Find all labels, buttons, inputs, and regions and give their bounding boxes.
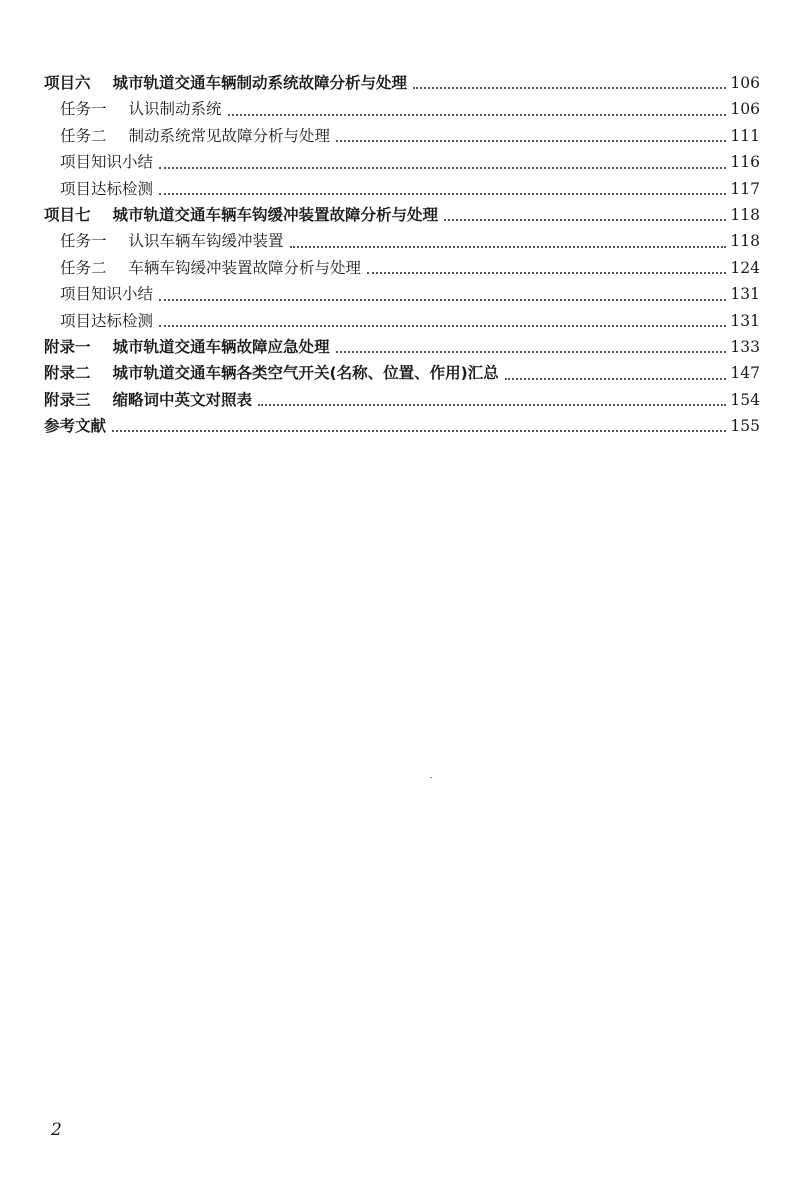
toc-entry-page: 147 xyxy=(730,364,760,383)
toc-entry-title: 参考文献 xyxy=(44,417,107,436)
toc-entry-page: 131 xyxy=(730,311,760,330)
toc-entry-title: 项目达标检测 xyxy=(60,311,154,330)
toc-entry-label: 附录二 xyxy=(44,364,91,383)
dot-leader xyxy=(258,404,726,406)
dot-leader xyxy=(228,114,727,116)
toc-entry-assessment[interactable] xyxy=(44,308,760,334)
toc-entry-appendix-1[interactable] xyxy=(44,334,760,360)
dot-leader xyxy=(336,351,727,353)
scan-speck xyxy=(430,777,432,778)
toc-entry-label: 任务二 xyxy=(60,258,107,277)
toc-entry-title: 缩略词中英文对照表 xyxy=(112,390,253,409)
toc-entry-title: 城市轨道交通车辆故障应急处理 xyxy=(112,337,330,356)
toc-entry-title: 城市轨道交通车辆制动系统故障分析与处理 xyxy=(112,73,408,92)
toc-entry-assessment[interactable] xyxy=(44,176,760,202)
toc-entry-title: 项目知识小结 xyxy=(60,153,154,172)
dot-leader xyxy=(413,87,726,89)
dot-leader xyxy=(159,299,726,301)
toc-entry-page: 106 xyxy=(730,73,760,92)
toc-entry-title: 项目达标检测 xyxy=(60,179,154,198)
toc-entry-title: 城市轨道交通车辆车钩缓冲装置故障分析与处理 xyxy=(112,205,439,224)
toc-entry-page: 118 xyxy=(730,205,760,224)
toc-entry-references[interactable] xyxy=(44,413,760,439)
toc-entry-label: 任务一 xyxy=(60,100,107,119)
toc-entry-label: 项目六 xyxy=(44,73,91,92)
toc-entry-page: 117 xyxy=(730,179,760,198)
toc-entry-page: 133 xyxy=(730,337,760,356)
toc-entry-task-1[interactable] xyxy=(44,96,760,122)
toc-entry-task-1[interactable] xyxy=(44,228,760,254)
toc-entry-task-2[interactable] xyxy=(44,255,760,281)
toc-entry-task-2[interactable] xyxy=(44,123,760,149)
toc-entry-page: 131 xyxy=(730,285,760,304)
toc-entry-label: 附录一 xyxy=(44,337,91,356)
toc-entry-project-6[interactable] xyxy=(44,70,760,96)
page-number: 2 xyxy=(51,1120,62,1140)
toc-entry-summary[interactable] xyxy=(44,149,760,175)
dot-leader xyxy=(159,325,726,327)
toc-entry-summary[interactable] xyxy=(44,281,760,307)
toc-entry-title: 城市轨道交通车辆各类空气开关(名称、位置、作用)汇总 xyxy=(112,364,499,383)
toc-entry-title: 制动系统常见故障分析与处理 xyxy=(128,126,331,145)
table-of-contents xyxy=(44,70,760,439)
toc-entry-page: 111 xyxy=(730,126,760,145)
toc-entry-title: 认识制动系统 xyxy=(128,100,222,119)
toc-entry-project-7[interactable] xyxy=(44,202,760,228)
toc-entry-appendix-3[interactable] xyxy=(44,387,760,413)
toc-entry-page: 106 xyxy=(730,100,760,119)
dot-leader xyxy=(367,272,726,274)
toc-entry-label: 任务一 xyxy=(60,232,107,251)
toc-entry-label: 任务二 xyxy=(60,126,107,145)
toc-entry-label: 项目七 xyxy=(44,205,91,224)
toc-entry-appendix-2[interactable] xyxy=(44,360,760,386)
dot-leader xyxy=(444,219,726,221)
dot-leader xyxy=(290,246,727,248)
toc-entry-page: 155 xyxy=(730,417,760,436)
dot-leader xyxy=(112,430,726,432)
toc-entry-page: 118 xyxy=(730,232,760,251)
toc-entry-title: 认识车辆车钩缓冲装置 xyxy=(128,232,284,251)
dot-leader xyxy=(159,193,726,195)
toc-entry-title: 项目知识小结 xyxy=(60,285,154,304)
toc-entry-label: 附录三 xyxy=(44,390,91,409)
toc-entry-page: 124 xyxy=(730,258,760,277)
toc-entry-title: 车辆车钩缓冲装置故障分析与处理 xyxy=(128,258,362,277)
toc-entry-page: 154 xyxy=(730,390,760,409)
dot-leader xyxy=(159,167,726,169)
dot-leader xyxy=(505,378,727,380)
toc-entry-page: 116 xyxy=(730,153,760,172)
dot-leader xyxy=(336,140,726,142)
